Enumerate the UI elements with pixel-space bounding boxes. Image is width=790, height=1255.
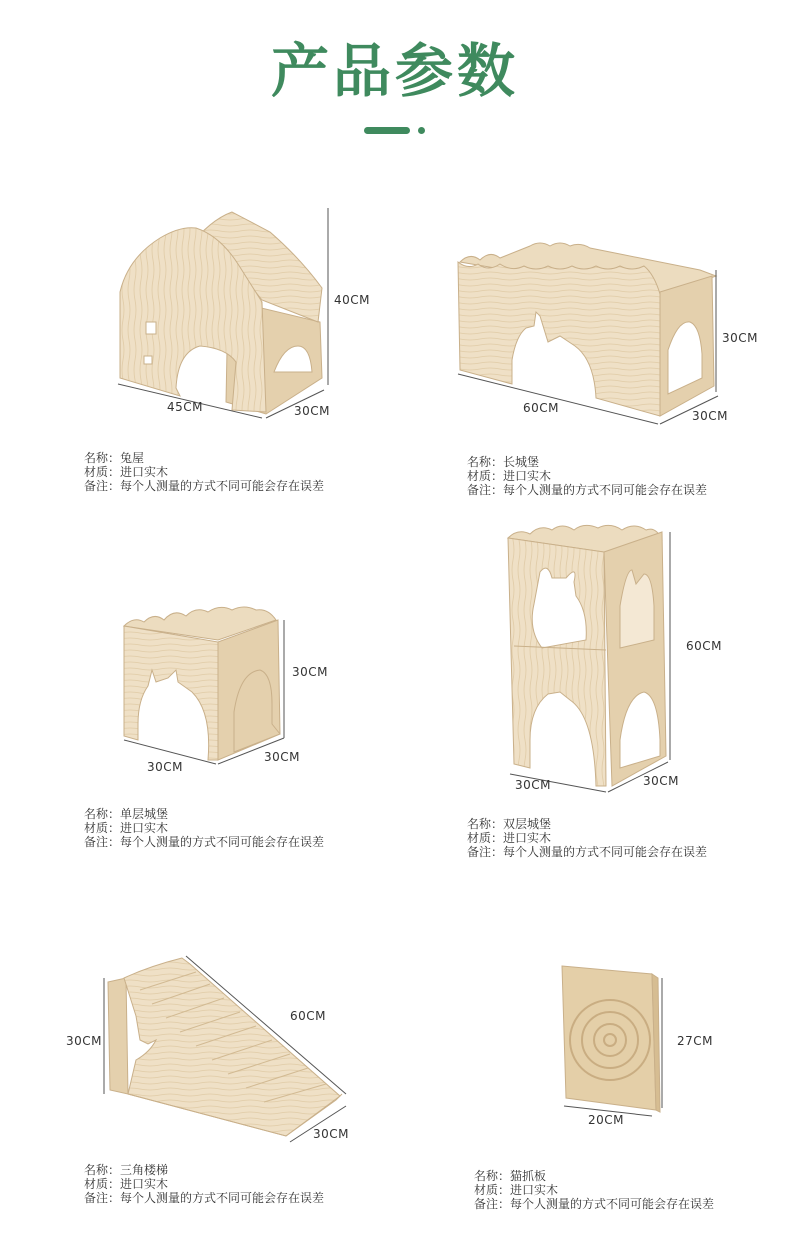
product-note: 备注：每个人测量的方式不同可能会存在误差 [84, 835, 325, 849]
product-material: 材质：进口实木 [467, 831, 552, 845]
product-name: 名称：长城堡 [467, 455, 540, 469]
dimension-height: 60CM [686, 639, 723, 653]
product-note: 备注：每个人测量的方式不同可能会存在误差 [467, 483, 708, 497]
dimension-width: 45CM [167, 400, 204, 414]
dimension-height: 40CM [334, 293, 371, 307]
dimension-height: 30CM [66, 1034, 103, 1048]
product-name: 名称：兔屋 [84, 451, 145, 465]
dimension-width: 60CM [523, 401, 560, 415]
dimension-width: 30CM [515, 778, 552, 792]
product-material: 材质：进口实木 [84, 1177, 169, 1191]
product-material: 材质：进口实木 [467, 469, 552, 483]
product-material: 材质：进口实木 [84, 821, 169, 835]
dimension-height: 30CM [722, 331, 759, 345]
product-name: 名称：猫抓板 [474, 1169, 547, 1183]
dimension-depth: 30CM [692, 409, 729, 423]
product-note: 备注：每个人测量的方式不同可能会存在误差 [467, 845, 708, 859]
dimension-depth: 30CM [313, 1127, 350, 1141]
product-info [474, 1169, 714, 1211]
product-name: 名称：单层城堡 [84, 807, 169, 821]
product-name: 名称：三角楼梯 [84, 1163, 169, 1177]
product-material: 材质：进口实木 [474, 1183, 559, 1197]
product-note: 备注：每个人测量的方式不同可能会存在误差 [474, 1197, 715, 1211]
page-title: 产品参数 [270, 37, 519, 105]
product-material: 材质：进口实木 [84, 465, 169, 479]
dimension-depth: 30CM [294, 404, 331, 418]
dimension-height: 27CM [677, 1034, 714, 1048]
product-name: 名称：双层城堡 [467, 817, 552, 831]
dimension-height: 30CM [292, 665, 329, 679]
dimension-length: 60CM [290, 1009, 327, 1023]
dimension-depth: 30CM [643, 774, 680, 788]
dimension-depth: 30CM [264, 750, 301, 764]
dimension-width: 30CM [147, 760, 184, 774]
dimension-width: 20CM [588, 1113, 625, 1127]
product-note: 备注：每个人测量的方式不同可能会存在误差 [84, 1191, 325, 1205]
product-note: 备注：每个人测量的方式不同可能会存在误差 [84, 479, 325, 493]
